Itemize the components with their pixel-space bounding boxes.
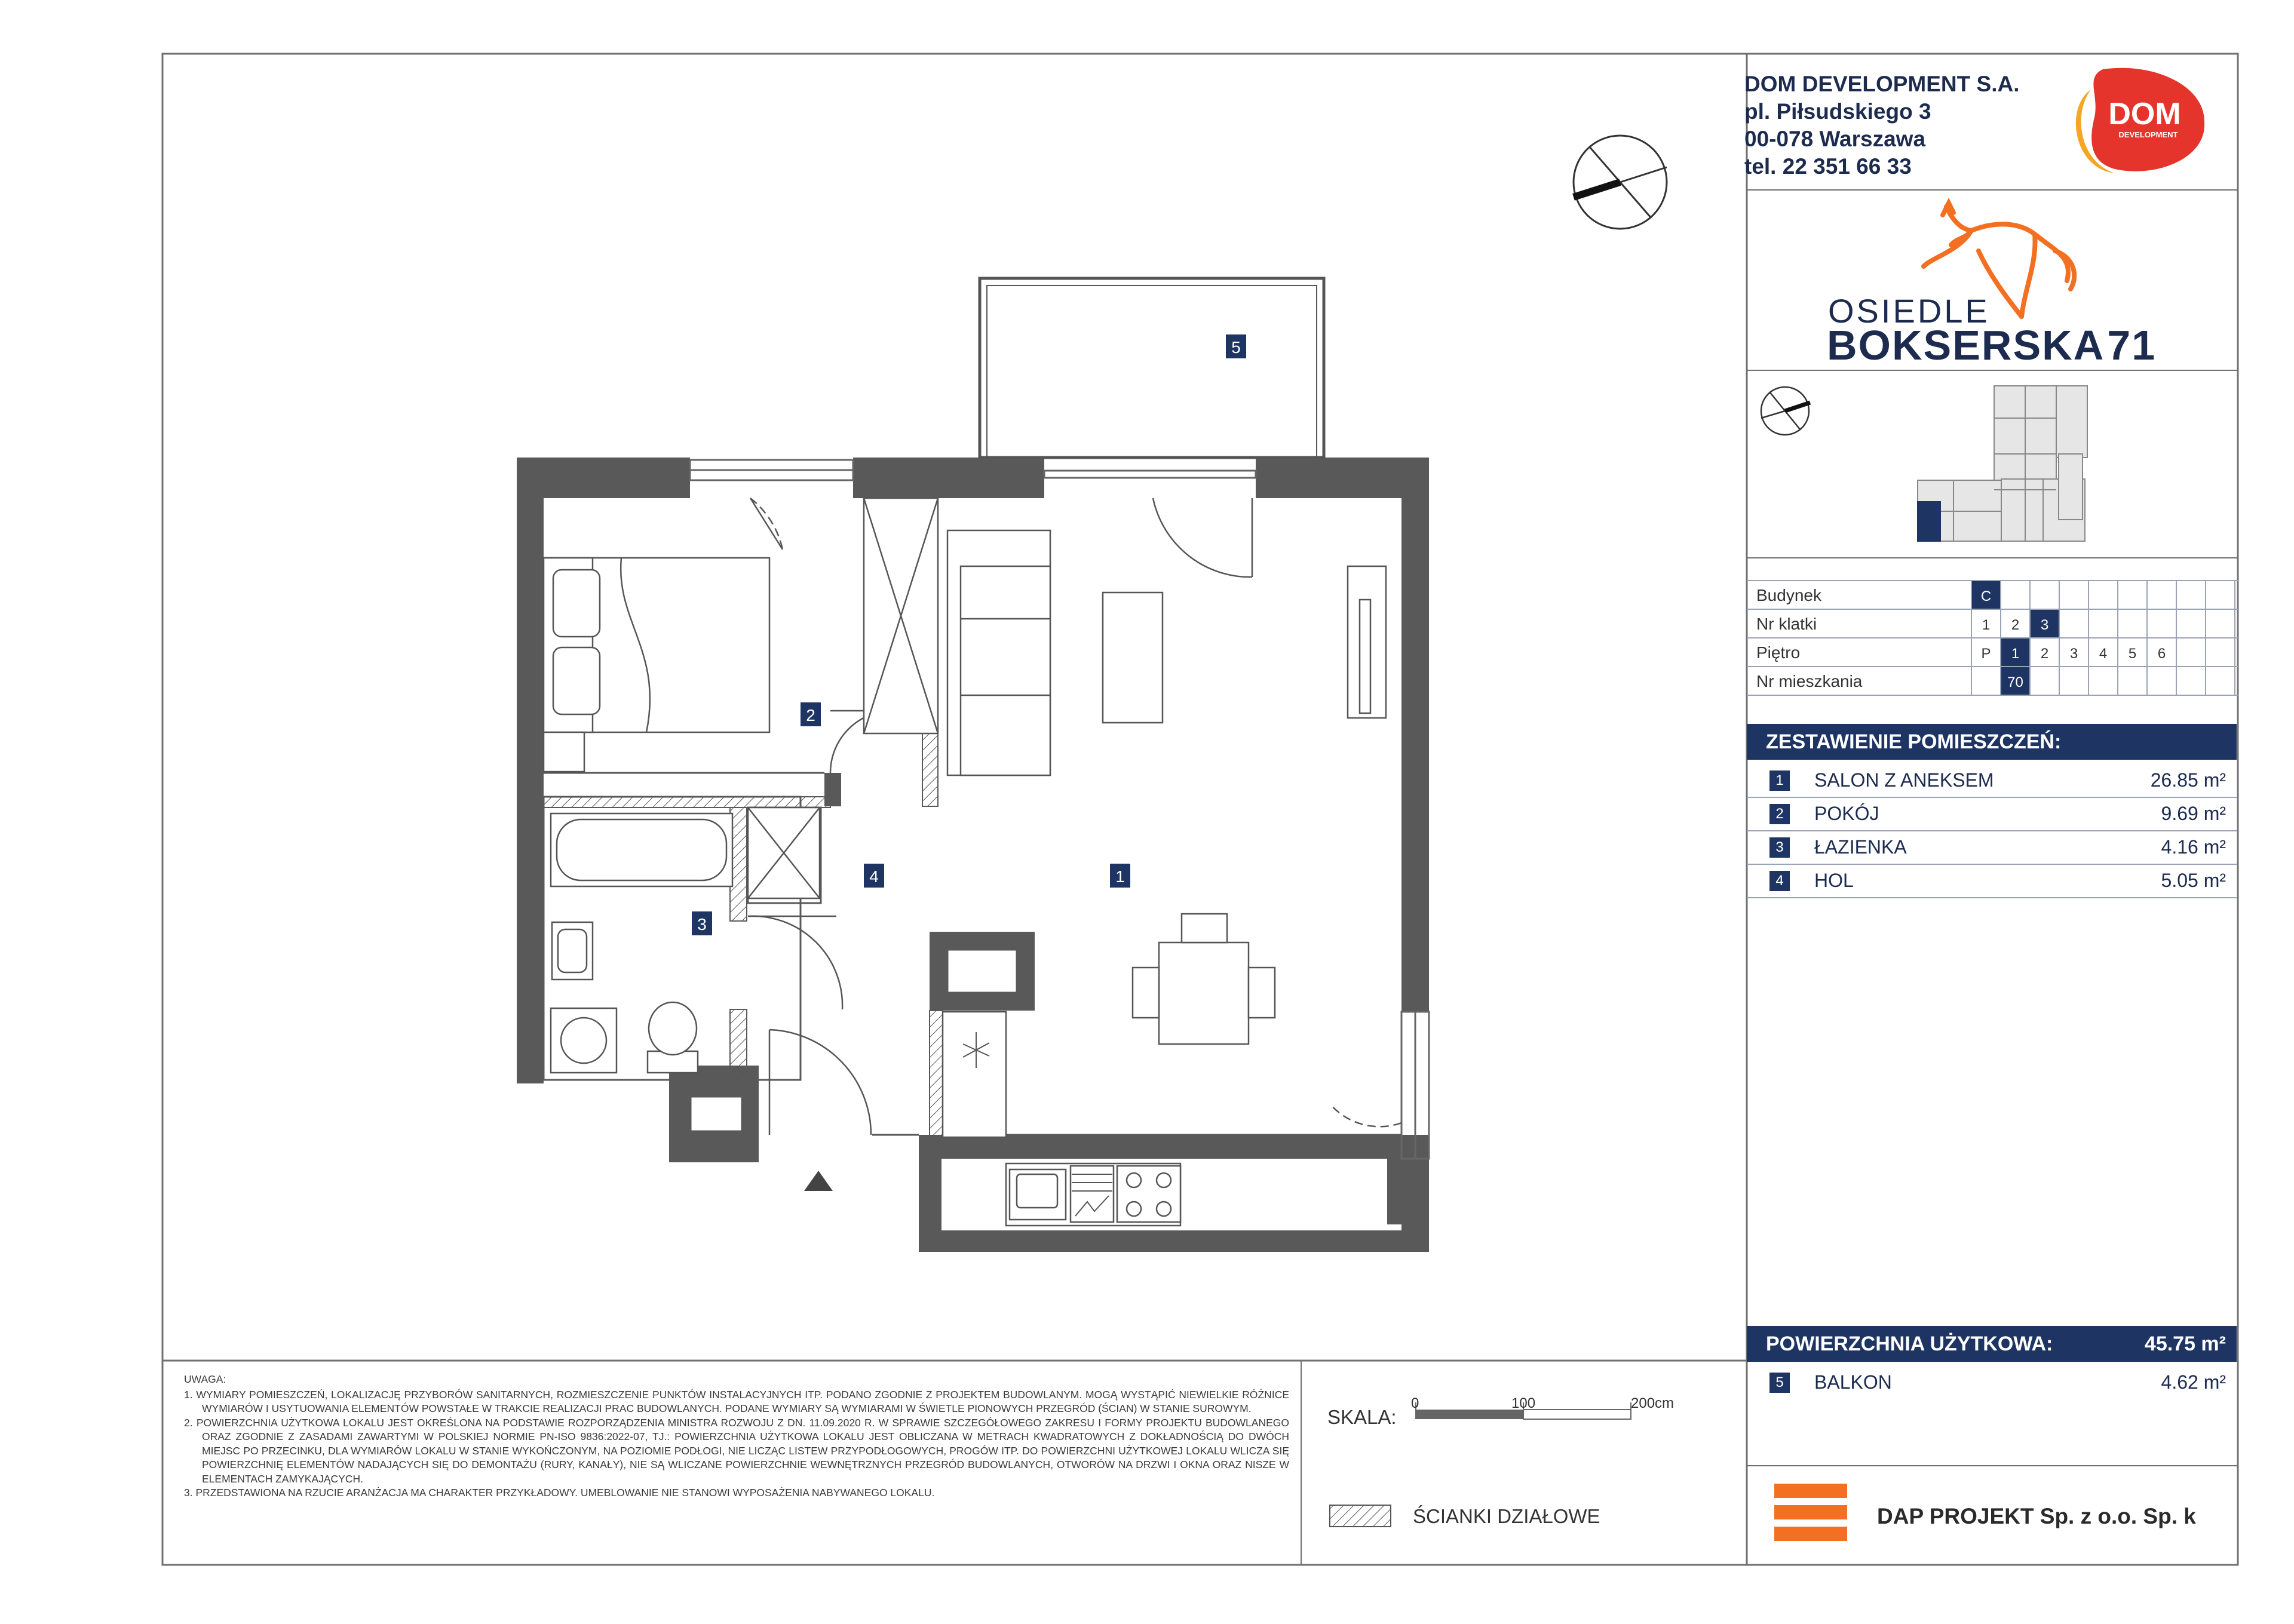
room-area: 26.85 m² — [2150, 769, 2226, 791]
dap-projekt-logo — [1774, 1484, 1847, 1541]
location-cell: 6 — [2157, 646, 2166, 662]
plan-label-1: 1 — [1115, 867, 1125, 886]
location-row-label: Piętro — [1756, 643, 1801, 662]
location-cell: P — [1981, 646, 1991, 662]
architect-name: DAP PROJEKT Sp. z o.o. Sp. k — [1877, 1504, 2196, 1528]
note-item: 3. PRZEDSTAWIONA NA RZUCIE ARANŻACJA MA CHARAKTER PRZYKŁADOWY. UMEBLOWANIE NIE STANOWI WYPOSAŻENIA NABYWANEGO LOKALU. — [184, 1487, 935, 1499]
notes — [184, 1373, 1289, 1500]
room-number: 1 — [1769, 770, 1790, 791]
logo-text-main: DOM — [2108, 97, 2181, 131]
room-row — [1747, 763, 2237, 798]
note-item: 2. POWIERZCHNIA UŻYTKOWA LOKALU JEST OKREŚLONA NA PODSTAWIE ROZPORZĄDZENIA MINISTRA ROZWOJU Z DN. 11.09.2020 R. W SPRAWIE SZCZEGÓŁOWEGO ZAKRESU I FORMY PROJEKTU BUDOWLANEGO ORAZ ZGODNIE Z ZASADAMI ZAWARTYMI W POLSKIEJ NORMIE PN-ISO 9836:2022-07, TJ.: POWIERZCHNIA UŻYTKOWA LOKALU JEST OBLICZANA W METRACH KWADRATOWYCH Z DOKŁADNOŚCIĄ DO DWÓCH MIEJSC PO PRZECINKU, DLA WYMIARÓW LOKALU W STANIE WYKOŃCZONYM, NA POZIOMIE PODŁOGI, NIE LICZĄC LISTEW PRZYPODŁOGOWYCH, PROGÓW ITP. DO POWIERZCHNI UŻYTKOWEJ LOKALU WLICZA SIĘ POWIERZCHNIĘ ELEMENTÓW NADAJĄCYCH SIĘ DO DEMONTAŻU (RURY, KANAŁY), NIE SĄ WLICZANE POWIERZCHNIE WEWNĘTRZNYCH PRZEGRÓD BUDOWLANYCH, OTWORÓW NA DRZWI I OKNA ORAZ NISZE W ELEMENTACH ZAMYKAJĄCYCH. — [184, 1416, 1289, 1485]
location-cell: 70 — [2007, 674, 2023, 690]
north-arrow-icon — [1574, 136, 1667, 229]
plan-label-2: 2 — [806, 706, 815, 724]
room-area: 5.05 m² — [2161, 870, 2226, 891]
location-cell: 2 — [2011, 617, 2020, 633]
balcony-number: 5 — [1769, 1373, 1790, 1393]
plan-label-3: 3 — [697, 915, 707, 934]
room-name: POKÓJ — [1814, 803, 1879, 824]
location-cell: C — [1980, 588, 1992, 604]
project-street: BOKSERSKA — [1827, 322, 2105, 369]
project-name-line2 — [1827, 321, 2156, 369]
room-row — [1747, 864, 2237, 898]
rooms-header-text: ZESTAWIENIE POMIESZCZEŃ: — [1766, 730, 2062, 753]
project-name-line1: OSIEDLE — [1828, 292, 1990, 330]
logo-text-sub: DEVELOPMENT — [2118, 130, 2178, 139]
usable-area-value: 45.75 m² — [2144, 1333, 2226, 1355]
room-row — [1747, 797, 2237, 831]
small-north-arrow-icon — [1761, 387, 1810, 435]
balcony-row — [1747, 1365, 2237, 1399]
dom-development-logo — [2076, 68, 2204, 173]
location-row-label: Budynek — [1756, 586, 1821, 604]
location-row-label: Nr klatki — [1756, 615, 1817, 633]
partition-walls-label: ŚCIANKI DZIAŁOWE — [1413, 1505, 1600, 1527]
room-name: ŁAZIENKA — [1814, 836, 1907, 858]
balcony-outline — [980, 278, 1324, 458]
notes-heading: UWAGA: — [184, 1373, 226, 1385]
scale-tick: 100 — [1511, 1395, 1536, 1411]
balcony-area: 4.62 m² — [2161, 1371, 2226, 1393]
note-item: 1. WYMIARY POMIESZCZEŃ, LOKALIZACJĘ PRZYBORÓW SANITARNYCH, ROZMIESZCZENIE PUNKTÓW INSTALACYJNYCH ITP. PODANO ZGODNIE Z PROJEKTEM BUDOWLANYM. MOGĄ WYSTĄPIĆ NIEWIELKIE RÓŻNICE WYMIARÓW I USYTUOWANIA ELEMENTÓW POWSTAŁE W TRAKCIE REALIZACJI PRAC BUDOWLANYCH. PODANE WYMIARY SĄ WYMIARAMI W ŚWIETLE PIONOWYCH PRZEGRÓD (ŚCIAN) W STANIE SUROWYM. — [184, 1388, 1289, 1414]
company-phone: tel. 22 351 66 33 — [1744, 154, 1912, 179]
balcony-name: BALKON — [1814, 1371, 1892, 1393]
location-cell: 2 — [2040, 646, 2049, 662]
location-row-label: Nr mieszkania — [1756, 672, 1863, 690]
scale-tick: 0 — [1411, 1395, 1419, 1411]
usable-area-label: POWIERZCHNIA UŻYTKOWA: — [1766, 1333, 2053, 1355]
building-location-map — [1918, 386, 2087, 541]
location-cell: 3 — [2040, 617, 2049, 633]
company-street: pl. Piłsudskiego 3 — [1744, 99, 1931, 124]
partition-wall-legend-swatch — [1330, 1505, 1391, 1527]
plan-label-5: 5 — [1231, 338, 1241, 357]
location-cell: 1 — [2011, 646, 2020, 662]
location-cell: 4 — [2099, 646, 2108, 662]
company-info — [1744, 70, 2019, 180]
location-cell: 3 — [2069, 646, 2078, 662]
room-number: 2 — [1769, 804, 1790, 824]
company-name: DOM DEVELOPMENT S.A. — [1744, 72, 2020, 96]
room-area: 4.16 m² — [2161, 836, 2226, 858]
scale-label: SKALA: — [1327, 1406, 1397, 1428]
room-area: 9.69 m² — [2161, 803, 2226, 824]
usable-area-bar — [1747, 1326, 2237, 1362]
location-cell: 1 — [1982, 617, 1991, 633]
room-name: SALON Z ANEKSEM — [1814, 769, 1994, 791]
room-number: 3 — [1769, 837, 1790, 858]
location-cell: 5 — [2128, 646, 2137, 662]
project-number: 71 — [2107, 322, 2157, 369]
entrance-icon — [804, 1171, 833, 1191]
room-number: 4 — [1769, 871, 1790, 891]
plan-label-4: 4 — [869, 867, 879, 886]
scale-tick: 200cm — [1631, 1395, 1675, 1411]
company-city: 00-078 Warszawa — [1744, 127, 1926, 151]
doors — [748, 498, 1401, 1135]
rooms-header — [1747, 724, 2237, 760]
room-name: HOL — [1814, 870, 1854, 891]
room-row — [1747, 830, 2237, 865]
